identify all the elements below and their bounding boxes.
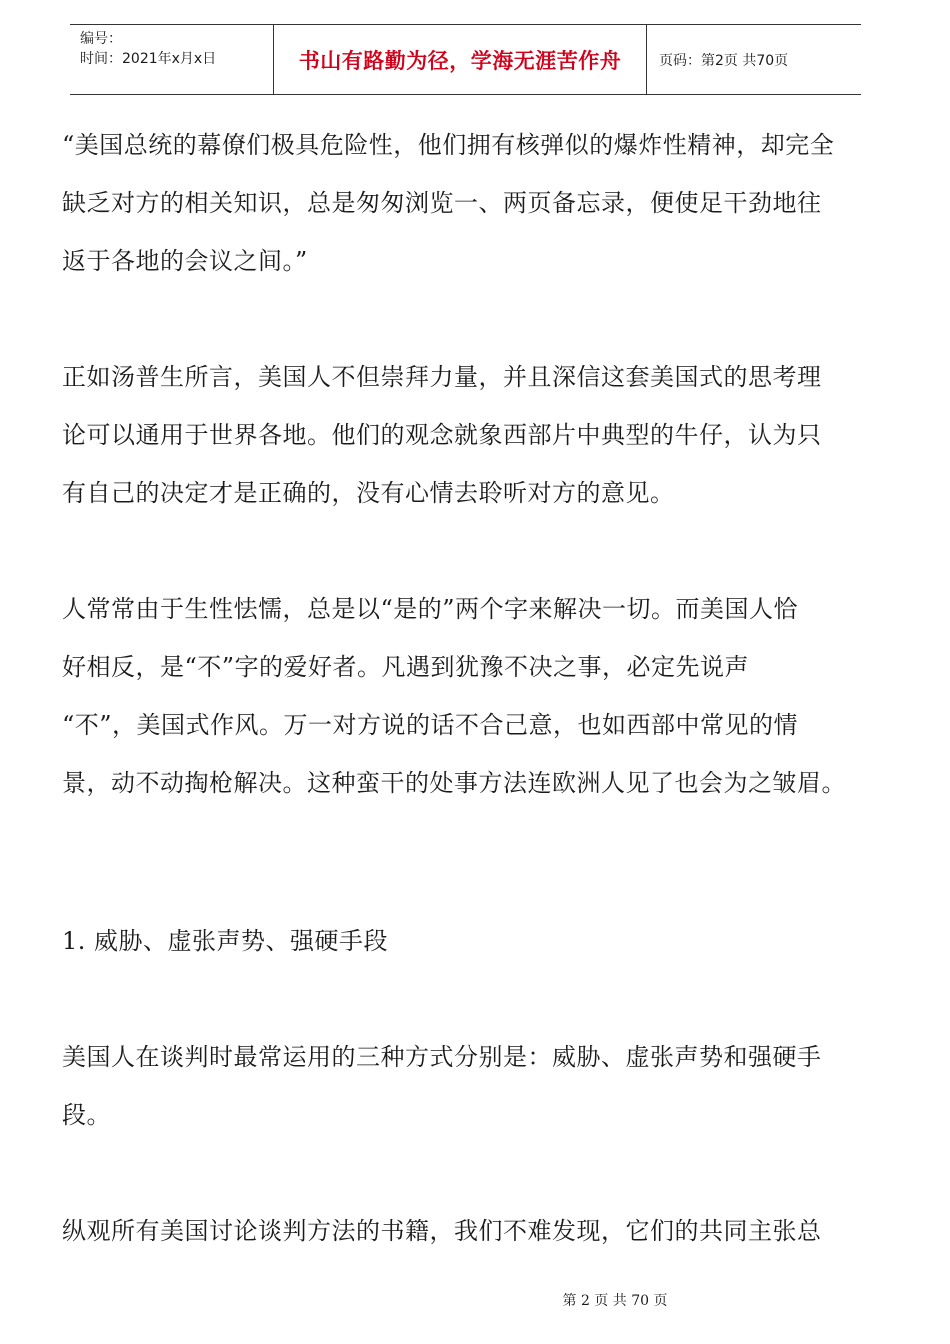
number-label: 编号： xyxy=(80,31,122,47)
paragraph-line: 有自己的决定才是正确的，没有心情去聆听对方的意见。 xyxy=(62,479,675,507)
paragraph-line: “美国总统的幕僚们极具危险性，他们拥有核弹似的爆炸性精神，却完全 xyxy=(62,131,835,159)
paragraph-line: 人常常由于生性怯懦，总是以“是的”两个字来解决一切。而美国人恰 xyxy=(62,595,799,623)
paragraph-line: 景，动不动掏枪解决。这种蛮干的处事方法连欧洲人见了也会为之皱眉。 xyxy=(62,769,846,797)
paragraph-gap xyxy=(62,1144,892,1202)
paragraph-gap xyxy=(62,522,892,580)
page-footer: 第 2 页 共 70 页 xyxy=(562,1293,668,1309)
paragraph-line: 正如汤普生所言，美国人不但崇拜力量，并且深信这套美国式的思考理 xyxy=(62,363,822,391)
paragraph-line: 段。 xyxy=(62,1101,111,1129)
paragraph-line: 美国人在谈判时最常运用的三种方式分别是：威胁、虚张声势和强硬手 xyxy=(62,1043,822,1071)
paragraph-line: 返于各地的会议之间。” xyxy=(62,247,308,275)
page-header xyxy=(70,24,861,95)
paragraph-gap xyxy=(62,970,892,1028)
header-meta xyxy=(70,25,274,94)
paragraph-gap xyxy=(62,812,892,912)
paragraph-line: “不”，美国式作风。万一对方说的话不合己意，也如西部中常见的情 xyxy=(62,711,799,739)
document-body xyxy=(62,116,892,1260)
section-heading: 1. 威胁、虚张声势、强硬手段 xyxy=(62,927,389,955)
header-page-info: 页码：第2页 共70页 xyxy=(659,52,789,69)
paragraph-gap xyxy=(62,290,892,348)
paragraph-line: 缺乏对方的相关知识，总是匆匆浏览一、两页备忘录，便使足干劲地往 xyxy=(62,189,822,217)
header-motto: 书山有路勤为径，学海无涯苦作舟 xyxy=(274,25,647,94)
paragraph-line: 纵观所有美国讨论谈判方法的书籍，我们不难发现，它们的共同主张总 xyxy=(62,1217,822,1245)
paragraph-line: 论可以通用于世界各地。他们的观念就象西部片中典型的牛仔，认为只 xyxy=(62,421,822,449)
time-label: 时间：2021年x月x日 xyxy=(80,51,217,67)
paragraph-line: 好相反，是“不”字的爱好者。凡遇到犹豫不决之事，必定先说声 xyxy=(62,653,750,681)
